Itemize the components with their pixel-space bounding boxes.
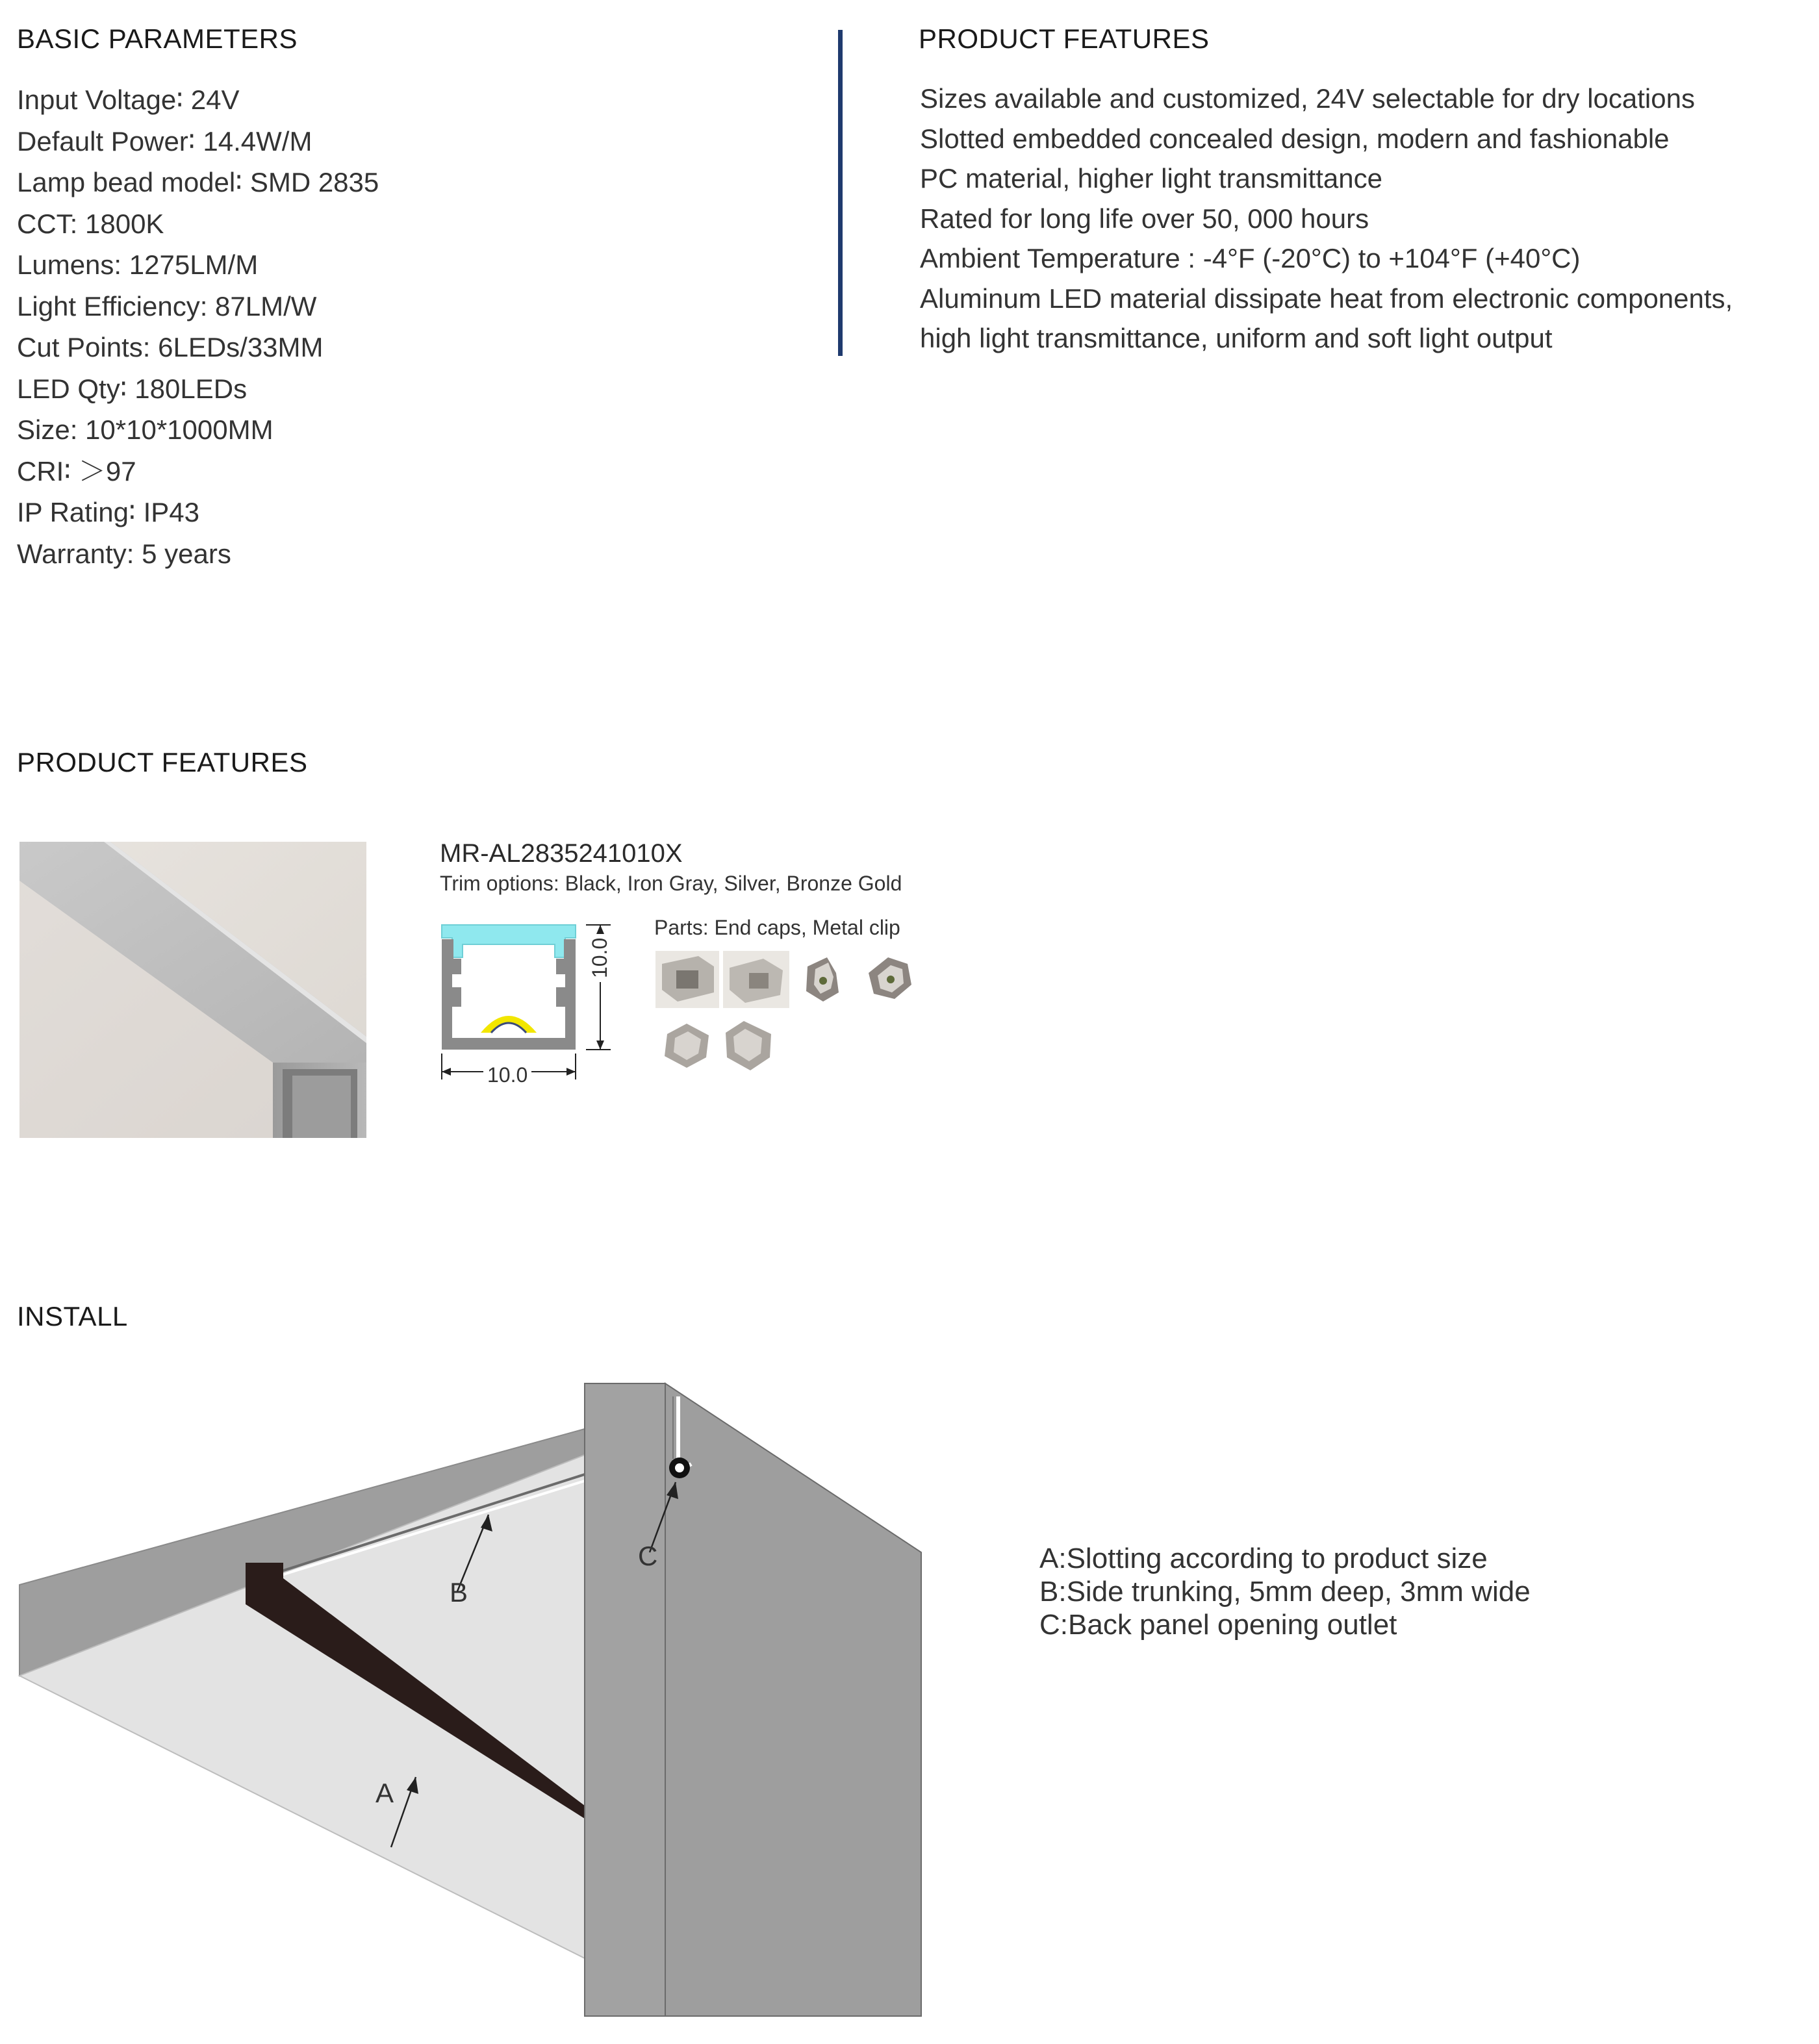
product-features-list xyxy=(920,79,1733,359)
install-diagram xyxy=(0,1364,935,2044)
callout-a: A xyxy=(375,1778,394,1808)
feature-item: Rated for long life over 50, 000 hours xyxy=(920,203,1369,234)
param-warranty: Warranty: 5 years xyxy=(17,538,231,569)
feature-item: Ambient Temperature : -4°F (-20°C) to +104°F (+40°C) xyxy=(920,243,1581,273)
legend-item-a: A:Slotting according to product size xyxy=(1039,1543,1488,1574)
feature-item: Slotted embedded concealed design, modern and fashionable xyxy=(920,123,1670,154)
product-model: MR-AL2835241010X xyxy=(440,839,683,868)
metal-clip-image xyxy=(665,1024,709,1068)
param-cut-points: Cut Points: 6LEDs/33MM xyxy=(17,332,324,362)
param-lamp-bead-model: Lamp bead model∶ SMD 2835 xyxy=(17,167,379,197)
feature-item: high light transmittance, uniform and soft light output xyxy=(920,323,1553,353)
param-ip-rating: IP Rating∶ IP43 xyxy=(17,497,199,527)
feature-item: Aluminum LED material dissipate heat from electronic components, xyxy=(920,283,1733,314)
callout-c: C xyxy=(638,1541,658,1571)
end-cap-image xyxy=(723,951,789,1008)
param-input-voltage: Input Voltage∶ 24V xyxy=(17,84,240,115)
feature-item: Sizes available and customized, 24V selectable for dry locations xyxy=(920,83,1695,114)
end-cap-image xyxy=(655,951,719,1008)
param-size: Size: 10*10*1000MM xyxy=(17,414,273,445)
trim-options: Trim options: Black, Iron Gray, Silver, Bronze Gold xyxy=(440,872,902,895)
legend-item-b: B:Side trunking, 5mm deep, 3mm wide xyxy=(1039,1576,1531,1608)
parts-images xyxy=(653,947,939,1083)
metal-clip-image xyxy=(806,957,839,1002)
callout-b: B xyxy=(450,1577,468,1608)
param-cri: CRI∶ ＞97 xyxy=(17,455,136,486)
install-legend xyxy=(1039,1542,1531,1641)
basic-parameters-heading: BASIC PARAMETERS xyxy=(17,23,298,54)
back-panel-side xyxy=(665,1383,921,2016)
parts-label: Parts: End caps, Metal clip xyxy=(654,916,900,939)
param-default-power: Default Power∶ 14.4W/M xyxy=(17,125,312,157)
product-features-heading: PRODUCT FEATURES xyxy=(919,23,1210,54)
metal-clip-image xyxy=(869,957,911,999)
width-dimension-label: 10.0 xyxy=(483,1063,531,1087)
feature-item: PC material, higher light transmittance xyxy=(920,163,1382,194)
height-dimension-label: 10.0 xyxy=(588,934,612,982)
param-led-qty: LED Qty∶ 180LEDs xyxy=(17,373,248,404)
param-cct: CCT: 1800K xyxy=(17,208,164,239)
install-heading: INSTALL xyxy=(17,1301,128,1331)
param-lumens: Lumens: 1275LM/M xyxy=(17,249,259,280)
back-panel-front xyxy=(585,1383,665,2016)
product-photo xyxy=(19,842,366,1138)
column-divider xyxy=(838,30,843,356)
product-section-heading: PRODUCT FEATURES xyxy=(17,747,308,777)
basic-parameters-list xyxy=(17,79,379,574)
legend-item-c: C:Back panel opening outlet xyxy=(1039,1609,1397,1641)
param-light-efficiency: Light Efficiency: 87LM/W xyxy=(17,290,317,322)
metal-clip-image xyxy=(726,1021,771,1070)
